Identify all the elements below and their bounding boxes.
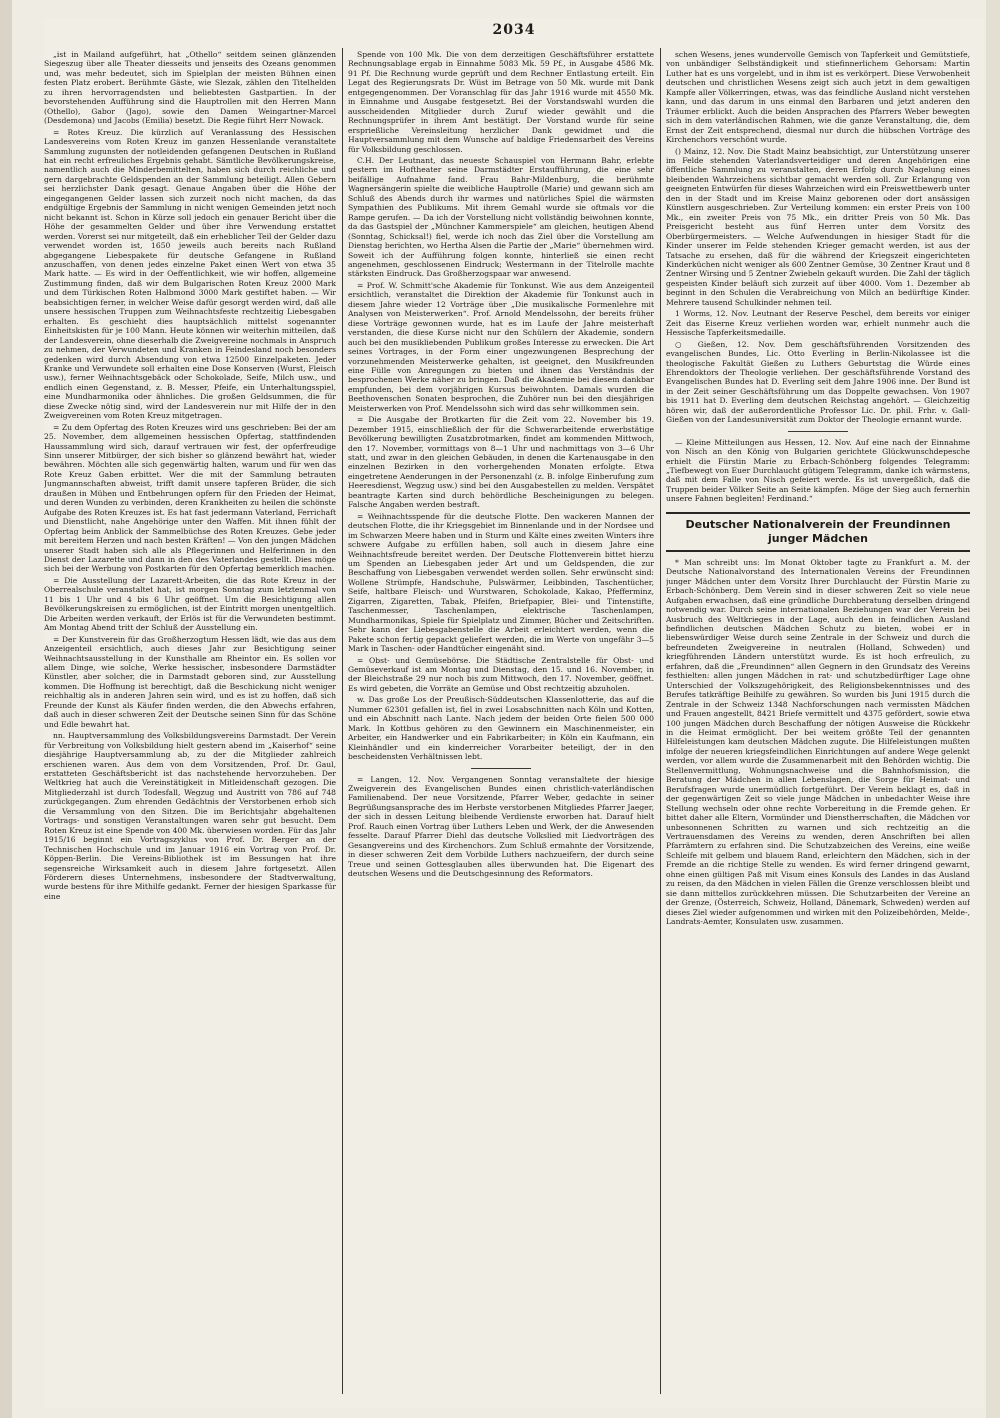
column-rule-right [660, 48, 661, 1394]
article-rotes-kreuz: = Rotes Kreuz. Die kürzlich auf Veranlassung des Hessischen Landesvereins vom Roten Kreuz im ganzen Hessenlande veranstaltete Sammlung zugunsten der notleidenden gefangenen Deutschen in Rußland hat ein recht erfreuliches Ergebnis gehabt. Sämtliche Bevölkerungskreise, namentlich auch die Minderbemittelten, haben sich durch reichliche und gern dargebrachte Geldspenden an der Sammlung beteiligt. Allen Gebern sei herzlichster Dank gesagt. Genaue Angaben über die Höhe der eingegangenen Gelder lassen sich zurzeit noch nicht machen, da das endgültige Ergebnis der Sammlung in nicht wenigen Gemeinden jetzt noch nicht bekannt ist. Schon in Kürze soll jedoch ein genauer Bericht über die Höhe der gesammelten Gelder und über ihre Verwendung erstattet werden. Vorerst sei nur mitgeteilt, daß ein erheblicher Teil der Gelder dazu verwendet worden ist, 1650 jeweils auch bereits nach Rußland abgegangene Liebespakete für deutsche Gefangene in Rußland anzuschaffen, von denen jedes einzelne Paket einen Wert von etwa 35 Mark hatte. — Es wird in der Oeffentlichkeit, wie wir hoffen, allgemeine Zustimmung finden, daß wir dem Bulgarischen Roten Kreuz 2000 Mark und dem Türkischen Roten Halbmond 3000 Mark gestiftet haben. — Wir beabsichtigen ferner, in welcher Weise dafür gesorgt werden wird, daß alle unsere hessischen Truppen zum Weihnachtsfeste rechtzeitig Liebesgaben erhalten. Es geschieht dies hauptsächlich mittelst sogenannter Einheitskisten für je 100 Mann. Heute können wir weiterhin mitteilen, daß der Landesverein, ohne dieserhalb die Zweigvereine nochmals in Anspruch zu nehmen, der Verwundeten und Kranken in Feindesland noch besonders gedenken wird durch Absendung von etwa 12500 Einzelpaketen. Jeder Kranke und Verwundete soll erhalten eine Dose Konserven (Wurst, Fleisch usw.), ferner Weihnachtsgebäck oder Schokolade, Seife, Milch usw., und endlich einen Gegenstand, z. B. Messer, Pfeife, ein Unterhaltungsspiel, eine Mundharmonika oder ähnliches. Die großen Geldsummen, die für diese Zwecke nötig sind, wird der Landesverein nur mit Hilfe der in den Zweigvereinen vom Roten Kreuz mitgetragen. [44, 127, 336, 421]
scan-left-edge [0, 0, 12, 1418]
article-obst-gemuese: = Obst- und Gemüsebörse. Die Städtische Zentralstelle für Obst- und Gemüseverkauf ist am Montag und Dienstag, den 15. und 16. November, in der Bleichstraße 29 nur noch bis zum Mittwoch, den 17. November, geöffnet. Es wird gebeten, die Vorräte an Gemüse und Obst rechtzeitig abzuholen. [348, 655, 654, 693]
article-opfertag: = Zu dem Opfertag des Roten Kreuzes wird uns geschrieben: Bei der am 25. November, dem allgemeinen hessischen Opfertag, stattfindenden Haussammlung wird sich, darauf vertrauen wir fest, der opferfreudige Sinn unserer Mitbürger, der sich bisher so glänzend bewährt hat, wieder bewähren. Möchten alle sich gegenwärtig halten, warum und für wen das Rote Kreuz Gaben erbittet. Wer die mit der Sammlung betrauten Jungmannschaften abweist, trifft damit unsere tapferen Brüder, die sich draußen in Mühen und Entbehrungen opfern für den Frieden der Heimat, und deren Wunden zu verbinden, deren Krankheiten zu heilen die schönste Aufgabe des Roten Kreuzes ist. Es hat fast jedermann Vaterland, Ferrichaft und Dienstlicht, nahe Angehörige unter den Waffen. Mit ihnen fühlt der Opfertag beim Anblick der Sammelbüchse des Roten Kreuzes. Gebe jeder mit bereitem Herzen und nach besten Kräften! — Von den jungen Mädchen unserer Stadt haben sich alle als Pflegerinnen und Helferinnen in den Dienst der Lazarette und dann in den des Vaterlandes gestellt. Dies möge sich bei der Werbung von Postkarten für den Opfertag bemerklich machen. [44, 422, 336, 574]
column-1 [44, 50, 336, 1392]
article-weihnachtsspende-flotte: = Weihnachtsspende für die deutsche Flotte. Den wackeren Mannen der deutschen Flotte, die ihr Kriegsgebiet im Binnenlande und in der Nordsee und im Schwarzen Meere haben und in Sturm und Kälte eines zweiten Winters ihre schwere Aufgabe zu erfüllen haben, soll auch in diesem Jahre eine Weihnachtsfreude bereitet werden. Der Deutsche Flottenverein bittet hierzu um Spenden an Liebesgaben jeder Art und um Geldspenden, die zur Beschaffung von Liebesgaben verwendet werden sollen. Sehr erwünscht sind: Wollene Strümpfe, Handschuhe, Pulswärmer, Leibbinden, Taschentücher, Seife, haltbare Fleisch- und Wurstwaren, Schokolade, Kakao, Pfefferminz, Zigarren, Zigaretten, Tabak, Pfeifen, Briefpapier, Blei- und Tintenstifte, Taschenmesser, Taschenlampen, elektrische Taschenlampen, Mundharmonikas, Spiele für Spielplatz und Zimmer, Bücher und Zeitschriften. Sehr kann der Liebesgabenstelle die Arbeit erleichtert werden, wenn die Pakete schon fertig gepackt geliefert werden, die im Werte von ungefähr 3—5 Mark in Taschen- oder Handtücher eingenäht sind. [348, 511, 654, 654]
article-akademie-tonkunst: = Prof. W. Schmitt'sche Akademie für Tonkunst. Wie aus dem Anzeigenteil ersichtlich, veranstaltet die Direktion der Akademie für Tonkunst auch in diesem Jahre wieder 12 Vorträge über „Die musikalische Formenlehre mit Analysen von Meisterwerken“. Prof. Arnold Mendelssohn, der bereits früher diese Vorträge gewonnen wurde, hat es im Laufe der Jahre meisterhaft verstanden, die diese Kurse nicht nur den Schülern der Akademie, sondern auch bei den musikliebenden Publikum großes Interesse zu erwecken. Die Art seines Vortrages, in der Form einer ungezwungenen Besprechung der vorzunehmenden Meisterwerke gehalten, ist geeignet, den Musikfreunden eine Fülle von Anregungen zu bieten und ihnen das Verständnis der besprochenen Werke näher zu bringen. Daß die Akademie bei diesem dankbar empfunden, bei dem vorjährigen Kursus beiwohnten. Damals wurden die Beethovenschen Sonaten besprochen, die Zuhörer nun bei den diesjährigen Meisterwerken von Prof. Mendelssohn sich wird das sehr willkommen sein. [348, 280, 654, 413]
article-mainz: () Mainz, 12. Nov. Die Stadt Mainz beabsichtigt, zur Unterstützung unserer im Felde stehenden Vaterlandsverteidiger und deren Angehörigen eine öffentliche Sammlung zu veranstalten, deren Erfolg durch Nagelung eines bleibenden Wahrzeichens sichtbar gemacht werden soll. Zur Erlangung von geeigneten Entwürfen für dieses Wahrzeichen wird ein Preiswettbewerb unter den in der Stadt und im Kreise Mainz geborenen oder dort ansässigen Künstlern ausgeschrieben. Zur Verteilung kommen: ein erster Preis von 100 Mk., ein zweiter Preis von 75 Mk., ein dritter Preis von 50 Mk. Das Preisgericht besteht aus fünf Herren unter dem Vorsitz des Oberbürgermeisters. — Welche Aufwendungen in hiesiger Stadt für die Kinder unserer im Felde stehenden Krieger gemacht werden, ist aus der Tatsache zu ersehen, daß für die während der Kriegszeit eingerichteten Kinderküchen nicht weniger als 600 Zentner Gemüse, 30 Zentner Kraut und 8 Zentner Wirsing und 5 Zentner Zwiebeln gekauft wurden. Die Zahl der täglich gespeisten Kinder beläuft sich zurzeit auf über 4000. Vom 1. Dezember ab beginnt in den Schulen die Verabreichung von Milch an bedürftige Kinder. Mehrere tausend Schulkinder nehmen teil. [666, 146, 970, 307]
article-worms: 1 Worms, 12. Nov. Leutnant der Reserve Peschel, dem bereits vor einiger Zeit das Eiserne Kreuz verliehen worden war, erhielt nunmehr auch die Hessische Tapferkeitsmedaille. [666, 309, 970, 338]
article-kunstverein: = Der Kunstverein für das Großherzogtum Hessen lädt, wie das aus dem Anzeigenteil ersichtlich, auch dieses Jahr zur Besichtigung seiner Weihnachtsausstellung in der Kunsthalle am Rheintor ein. Es sollen vor allem Dinge, wie solche, Werke hessischer, insbesondere Darmstädter Künstler, aber solcher, die in Darmstadt geboren sind, zur Ausstellung kommen. Die Hoffnung ist berechtigt, daß die Beschickung nicht weniger reichhaltig als in anderen Jahren sein wird, und es ist zu hoffen, daß sich Freunde der Kunst als Käufer finden werden, die den Abwechs erfahren, daß auch in dieser schweren Zeit der Deutsche seinen Sinn für das Schöne und Edle bewahrt hat. [44, 634, 336, 729]
section-separator [788, 431, 848, 432]
scan-right-edge [986, 0, 1000, 1418]
column-rule-left [342, 48, 343, 1394]
column-2 [348, 50, 654, 1392]
section-separator [471, 768, 531, 769]
newspaper-page [44, 18, 984, 1408]
article-volksbildung-cont: Spende von 100 Mk. Die von dem derzeitigen Geschäftsführer erstattete Rechnungsablage ergab in Einnahme 5083 Mk. 59 Pf., in Ausgabe 4586 Mk. 91 Pf. Die Rechnung wurde geprüft und dem Rechner Entlastung erteilt. Ein Legat des Regierungsrats Dr. Wüst im Betrage von 50 Mk. wurde mit Dank entgegengenommen. Der Voranschlag für das Jahr 1916 wurde mit 4550 Mk. in Einnahme und Ausgabe festgesetzt. Bei der Vorstandswahl wurden die ausscheidenden Mitglieder durch Zuruf wieder gewählt und die Rechnungsprüfer in ihrem Amt bestätigt. Der Vorstand wurde für seine ersprießliche Vereinsleitung herzlicher Dank gewidmet und die Hauptversammlung mit dem Wunsche auf baldige Friedensarbeit des Vereins für Volksbildung geschlossen. [348, 50, 654, 154]
article-langen-cont: schen Wesens, jenes wundervolle Gemisch von Tapferkeit und Gemütstiefe, von unbändiger Selbständigkeit und stiefinnerlichem Gehorsam: Martin Luther hat es uns vorgelebt, und in ihm ist es verkörpert. Diese Verwobenheit deutschen und christlichen Wesens zeigt sich auch jetzt in dem gewaltigen Kampfe aller Völkerringen, etwas, was das feindliche Ausland nicht verstehen kann, und das darum in uns einmal den Barbaren und jetzt anderen den Träumer erblickt. Auch die beiden Ansprachen des Pfarrers Weber bewegten sich in dem vaterländischen Rahmen, wie die ganze Veranstaltung, die, dem Ernst der Zeit entsprechend, diesmal nur durch die hübschen Vorträge des Kirchenchors verschönt wurde. [666, 50, 970, 145]
article-grosse-los: w. Das große Los der Preußisch-Süddeutschen Klassenlotterie, das auf die Nummer 62301 gefallen ist, fiel in zwei Losabschnitten nach Köln und Kotten, und ein Abschnitt nach Lante. Nach jedem der beiden Orte fielen 500 000 Mark. In Kottbus gehören zu den Gewinnern ein Maschinenmeister, ein Arbeiter, ein Handwerker und ein Fabrikarbeiter; in Köln ein Kaufmann, ein Kleinhändler und ein kinderreicher Vorarbeiter beteiligt, der in den bescheidensten Verhältnissen lebt. [348, 695, 654, 762]
page-number: 2034 [492, 22, 536, 38]
article-lazarett-ausstellung: = Die Ausstellung der Lazarett-Arbeiten, die das Rote Kreuz in der Oberrealschule veranstaltet hat, ist morgen Sonntag zum letztenmal von 11 bis 1 Uhr und 4 bis 6 Uhr geöffnet. Um die Besichtigung allen Bevölkerungskreisen zu ermöglichen, ist der Eintritt morgen unentgeltlich. Die Arbeiten werden verkauft, der Erlös ist für die Verwundeten bestimmt. Am Montag Abend tritt der Schluß der Ausstellung ein. [44, 575, 336, 633]
article-giessen: ○ Gießen, 12. Nov. Dem geschäftsführenden Vorsitzenden des evangelischen Bundes, Lic. Otto Everling in Berlin-Nikolassee ist die theologische Fakultät Gießen zu Luthers Geburtstag die Würde eines Ehrendoktors der Theologie verliehen. Der geschäftsführende Vorstand des Evangelischen Bundes hat D. Everling seit dem Jahre 1906 inne. Der Bund ist in der Zeit seiner Geschäftsführung um das Doppelte gewachsen. Von 1907 bis 1911 hat D. Everling dem deutschen Reichstag angehört. — Gleichzeitig hören wir, daß der außerordentliche Professor Lic. Dr. phil. Frhr. v. Gall-Gießen von der Landesuniversität zum Doktor der Theologie ernannt wurde. [666, 339, 970, 425]
section-heading: Deutscher Nationalverein der Freundinnen junger Mädchen [666, 512, 970, 552]
article-brotkarten: = Die Ausgabe der Brotkarten für die Zeit vom 22. November bis 19. Dezember 1915, einschließlich der für die Schwerarbeitende erwerbstätige Bevölkerung bewilligten Zusatzbrotmarken, findet am kommenden Mittwoch, den 17. November, vormittags von 8—1 Uhr und nachmittags von 3—6 Uhr statt, und zwar in den gleichen Gebäuden, in denen die Kartenausgabe in den einzelnen Bezirken in den vorhergehenden Monaten erfolgte. Etwa eingetretene Aenderungen in der Personenzahl (z. B. infolge Einberufung zum Heeresdienst, Wegzug usw.) sind bei den Ausgabestellen zu melden. Verspätet beantragte Karten sind durch behördliche Bescheinigungen zu belegen. Falsche Angaben werden bestraft. [348, 415, 654, 510]
article-volksbildungsverein: nn. Hauptversammlung des Volksbildungsvereins Darmstadt. Der Verein für Verbreitung von Volksbildung hielt gestern abend im „Kaiserhof“ seine diesjährige Hauptversammlung ab, zu der die Mitglieder zahlreich erschienen waren. Aus dem von dem Vorsitzenden, Prof. Dr. Gaul, erstatteten Geschäftsbericht ist das nachstehende hervorzuheben. Der Weltkrieg hat auch die Vereinstätigkeit in Mitleidenschaft gezogen. Die Mitgliederzahl ist durch Todesfall, Wegzug und Austritt von 786 auf 748 zurückgegangen. Zum ehrenden Gedächtnis der Verstorbenen erhob sich die Versammlung von den Sitzen. Die im Berichtsjahr abgehaltenen Vortrags- und sonstigen Veranstaltungen waren sehr gut besucht. Dem Roten Kreuz ist eine Spende von 400 Mk. überwiesen worden. Für das Jahr 1915/16 beginnt ein Vortragszyklus von Prof. Dr. Berger an der Technischen Hochschule und im Januar 1916 ein Vortrag von Prof. Dr. Köppen-Berlin. Die Vereins-Bibliothek ist im Bessungen hat ihre segensreiche Wirksamkeit auch in diesem Jahre fortgesetzt. Allen Förderern dieses Unternehmens, insbesondere der Stadtverwaltung, wurde bestens für ihre Mithilfe gedankt. Ferner der hiesigen Sparkasse für eine [44, 731, 336, 901]
article-freundinnen: * Man schreibt uns: Im Monat Oktober tagte zu Frankfurt a. M. der Deutsche Nationalvorstand des Internationalen Vereins der Freundinnen junger Mädchen unter dem Vorsitz Ihrer Durchlaucht der Fürstin Marie zu Erbach-Schönberg. Dem Verein sind in dieser schweren Zeit so viele neue Aufgaben erwachsen, daß eine gründliche Durchberatung derselben dringend notwendig war. Durch seine internationalen Beziehungen war der Verein bei Ausbruch des Weltkrieges in der Lage, auch den in feindlichen Ausland befindlichen deutschen Mädchen Schutz zu bieten, wobei er in liebenswürdiger Weise durch seine Zentrale in der Schweiz und durch die befreundeten Zweigvereine in neutralen (Holland, Schweden) und kriegführenden Ländern unterstützt wurde. Es ist hoch erfreulich, zu erfahren, daß die „Freundinnen“ allen Gegnern in den Grundsatz des Vereins festhielten: allen jungen Mädchen in rat- und schutzbedürftiger Lage ohne Unterschied der Volkszugehörigkeit, des Religionsbekenntnisses und des Berufes tatkräftige Beihilfe zu gewähren. So wurden bis Juni 1915 durch die Zentrale in der Schweiz 1348 Nachforschungen nach vermissten Mädchen und Frauen angestellt, 8421 Briefe vermittelt und 4375 gefördert, sowie etwa 100 jungen Mädchen durch Beschaffung der nötigen Ausweise die Rückkehr in die Heimat ermöglicht. Der bei weitem größte Teil der genannten Hilfeleistungen kam deutschen Mädchen zugute. Die Hilfeleistungen mußten infolge der neueren kriegsfeindlichen Einrichtungen auf andere Wege gelenkt werden, vor allem wurde die Zusammenarbeit mit den Behörden wichtig. Die Stellenvermittlung, Wohnungsnachweise und die Bahnhofsmission, die Beratung der Mädchen in allen Lebenslagen, die Sorge für Heimat- und Berufsfragen wurde unermüdlich fortgeführt. Der Verein beklagt es, daß in der gegenwärtigen Zeit so viele junge Mädchen in unbedachter Weise ihre Stellung wechseln oder ohne rechte Vorbereitung in die Fremde gehen. Er bittet daher alle Eltern, Vormünder und Dienstherrschaften, die Mädchen vor unbesonnenen Schritten zu warnen und sich rechtzeitig an die Vertrauensdamen des Vereins zu wenden, deren Anschriften bei allen Pfarrämtern zu erfahren sind. Die Schutzabzeichen des Vereins, eine weiße Schleife mit gelbem und blauem Rand, erleichtern den Mädchen, sich in der Fremde an die richtige Stelle zu wenden. Es wird ferner dringend gewarnt, ohne einen gültigen Paß mit Visum eines Konsuls des Landes in das Ausland zu reisen, da den Mädchen in vielen Fällen die Grenze verschlossen bleibt und sie dann mittellos zurückkehren müssen. Die Schutzarbeiten der Vereine an der Grenze, (Österreich, Schweiz, Holland, Dänemark, Schweden) werden auf dieses Ziel wieder aufgenommen und wirken mit den Polizeibehörden, Melde-, Landrats-Aemter, Konsulaten usw. zusammen. [666, 557, 970, 927]
article-othello: „ist in Mailand aufgeführt, hat „Othello“ seitdem seinen glänzenden Siegeszug über alle Theater diesseits und jenseits des Ozeans genommen und, was mehr bedeutet, sich im Spielplan der meisten Bühnen einen festen Platz erobert. Berühmte Gäste, wie Slezak, zählen den Titelhelden zu ihren hervorragendsten und beliebtesten Gastpartien. In der bevorstehenden Aufführung sind die Hauptrollen mit den Herren Mann (Othello), Gabor (Jago), sowie den Damen Weingartner-Marcel (Desdemona) und Jacobs (Emilia) besetzt. Die Regie führt Herr Nowack. [44, 50, 336, 126]
column-3 [666, 50, 970, 1392]
article-der-leutnant: C.H. Der Leutnant, das neueste Schauspiel von Hermann Bahr, erlebte gestern im Hoftheater seine Darmstädter Erstaufführung, die eine sehr beifällige Aufnahme fand. Frau Bahr-Mildenburg, die berühmte Wagnersängerin spielte die weibliche Hauptrolle (Marie) und gewann sich am Schluß des Abends durch ihr warmes und natürliches Spiel die wärmsten Sympathien des Publikums. Mit ihrem Gemahl wurde sie oftmals vor die Rampe gerufen. — Da ich der Vorstellung nicht vollständig beiwohnen konnte, da das Gastspiel der „Münchner Kammerspiele“ am gleichen, heutigen Abend (Sonntag, Schicksal!) fiel, werde ich noch das Ziel über die Vorstellung am Dienstag berichten, wo Hertha Alsen die Partie der „Marie“ übernehmen wird. Soweit ich der Aufführung folgen konnte, hinterließ sie einen recht angenehmen, geschlossenen Eindruck; Westermann in der Titelrolle machte stärksten Eindruck. Das Großherzogspaar war anwesend. [348, 155, 654, 279]
article-langen: = Langen, 12. Nov. Vergangenen Sonntag veranstaltete der hiesige Zweigverein des Evangelischen Bundes einen christlich-vaterländischen Familienabend. Der neue Vorsitzende, Pfarrer Weber, gedachte in seiner Begrüßungsansprache des im Herbste verstorbenen Mitgliedes Pfarrer Jaeger, der sich in dessen Leitung bleibende Verdienste erworben hat. Darauf hielt Prof. Rauch einen Vortrag über Luthers Leben und Werk, der die Anwesenden fesselte. Darauf Pfarrer Diehl das deutsche Volkslied mit Liedvorträgen des Gesangvereins und des Kirchenchors. Zum Schluß ermahnte der Vorsitzende, in dieser schweren Zeit dem Vorbilde Luthers nachzueifern, der durch seine Treue und seinen Gottesglauben alles überwunden hat. Die Eigenart des deutschen Wesens und die Deutschgesinnung des Reformators. [348, 774, 654, 879]
article-kleine-mitteilungen: — Kleine Mitteilungen aus Hessen, 12. Nov. Auf eine nach der Einnahme von Nisch an den König von Bulgarien gerichtete Glückwunschdepesche erhielt die Fürstin Marie zu Erbach-Schönberg folgendes Telegramm: „Tiefbewegt von Euer Durchlaucht gütigem Telegramm, danke ich wärmstens, daß mit dem Falle von Nisch gefeiert werde. Es ist unvergeßlich, daß die Truppen beider Völker Seite an Seite kämpfen. Möge der Sieg auch fernerhin unsere Fahnen begleiten! Ferdinand.“ [666, 437, 970, 504]
